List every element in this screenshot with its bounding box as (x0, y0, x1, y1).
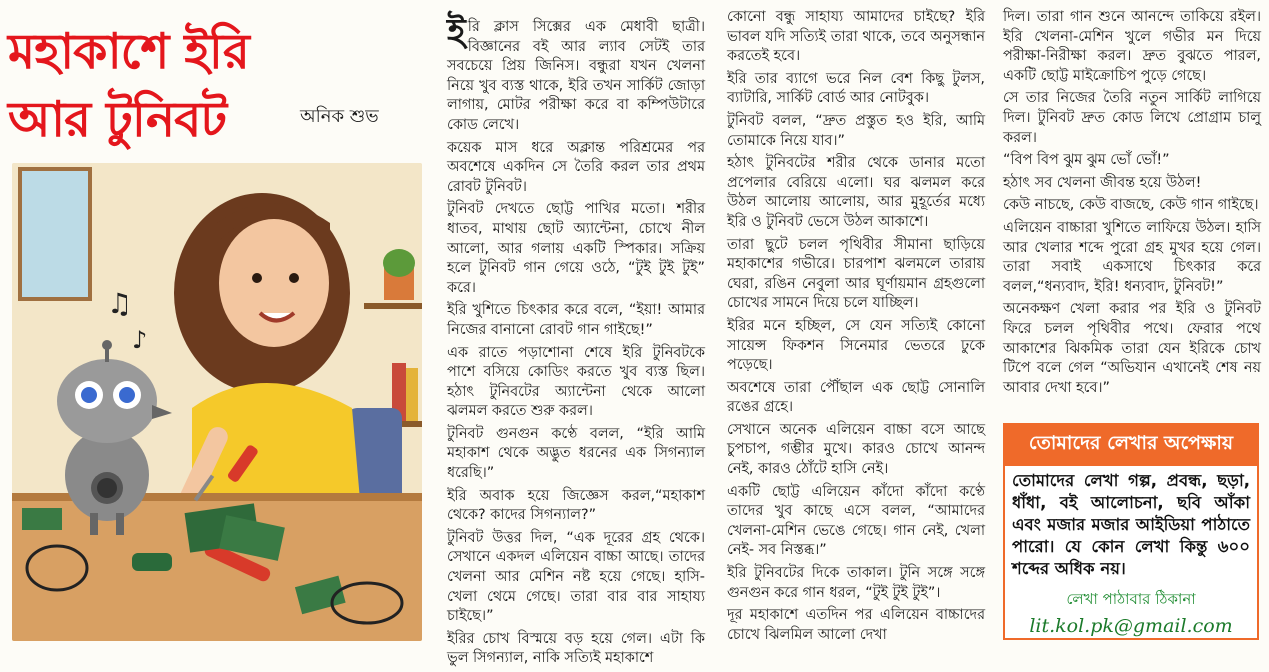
paragraph: ইরি তার ব্যাগে ভরে নিল বেশ কিছু টুলস, ব্যাটারি, সার্কিট বোর্ড আর নোটবুক। (727, 70, 985, 107)
submission-email[interactable]: lit.kol.pk@gmail.com (1029, 615, 1233, 637)
story-title: মহাকাশে ইরি আর টুনিবট (8, 23, 249, 148)
paragraph: ইরি খুশিতে চিৎকার করে বলে, “ইয়া! আমার নিজের বানানো রোবট গান গাইছে!” (447, 302, 705, 338)
paragraph: সে তার নিজের তৈরি নতুন সার্কিট লাগিয়ে দিল। টুনিবট দ্রুত কোড লিখে প্রোগ্রাম চালু করল। (1003, 90, 1261, 146)
paragraph: দূর মহাকাশে এতদিন পর এলিয়েন বাচ্চাদের চোখে ঝিলমিল আলো দেখা (727, 607, 985, 643)
submission-box (1003, 423, 1259, 640)
column-1 (447, 12, 705, 672)
paragraph: ইরি অবাক হয়ে জিজ্ঞেস করল,“মহাকাশ থেকে? কাদের সিগন্যাল?” (447, 487, 705, 524)
submission-address-label: লেখা পাঠাবার ঠিকানা (1066, 590, 1196, 608)
paragraph: এক রাতে পড়াশোনা শেষে ইরি টুনিবটকে পাশে বসিয়ে কোডিং করতে খুব ব্যস্ত ছিল। হঠাৎ টুনিবটের অ্যান্টেনা থেকে আলো ঝলমল করতে শুরু করল। (447, 344, 705, 420)
drop-cap: ই (447, 12, 466, 53)
paragraph: টুনিবট উত্তর দিল, “এক দূরের গ্রহ থেকে। সেখানে একদল এলিয়েন বাচ্চা আছে। তাদের খেলনা আর মেশিন নষ্ট হয়ে গেছে। হাসি-খেলা থেমে গেছে। তারা বার বার সাহায্য চাইছে।” (447, 529, 705, 625)
submission-body: তোমাদের লেখা গল্প, প্রবন্ধ, ছড়া, ধাঁধা, বই আলোচনা, ছবি আঁকা এবং মজার মজার আইডিয়া পাঠাতে পারো। যে কোন লেখা কিন্তু ৬০০ শব্দের অধিক নয়। (1012, 471, 1250, 578)
paragraph: হঠাৎ সব খেলনা জীবন্ত হয়ে উঠল! (1003, 174, 1202, 191)
paragraph: “বিপ বিপ ঝুম ঝুম ভোঁ ভোঁ!” (1003, 152, 1170, 169)
column-3 (1003, 8, 1261, 401)
paragraph: একটি ছোট্ট এলিয়েন কাঁদো কাঁদো কণ্ঠে তাদের খুব কাছে এসে বলল, “আমাদের খেলনা-মেশিন ভেঙে গেছে। গান নেই, খেলা নেই- সব নিস্তব্ধ।” (727, 483, 985, 559)
svg-text:♫: ♫ (107, 287, 133, 320)
paragraph: টুনিবট বলল, “দ্রুত প্রস্তুত হও ইরি, আমি তোমাকে নিয়ে যাব।” (727, 112, 985, 149)
paragraph: টুনিবট দেখতে ছোট্ট পাখির মতো। শরীর ধাতব, মাথায় ছোট অ্যান্টেনা, চোখে নীল আলো, আর গলায় একটি স্পিকার। সক্রিয় হলে টুনিবট গান গেয়ে ওঠে, “টুই টুই টুই” করে। (447, 201, 705, 296)
paragraph: ইরির মনে হচ্ছিল, সে যেন সত্যিই কোনো সায়েন্স ফিকশন সিনেমার ভেতরে ঢুকে পড়েছে। (727, 317, 985, 374)
svg-text:♪: ♪ (132, 326, 148, 354)
paragraph: অনেকক্ষণ খেলা করার পর ইরি ও টুনিবট ফিরে চলল পৃথিবীর পথে। ফেরার পথে আকাশের ঝিকমিক তারা যেন ইরিকে চোখ টিপে বলে গেল “অভিযান এখানেই শেষ নয় আবার দেখা হবে।” (1003, 301, 1261, 396)
paragraph: কেউ নাচছে, কেউ বাজছে, কেউ গান গাইছে। (1003, 197, 1259, 214)
paragraph: ইরির চোখ বিস্ময়ে বড় হয়ে গেল। এটা কি ভুল সিগন্যাল, নাকি সত্যিই মহাকাশে (447, 630, 705, 667)
column-2 (727, 8, 985, 648)
paragraph: তারা ছুটে চলল পৃথিবীর সীমানা ছাড়িয়ে মহাকাশের গভীরে। চারপাশ ঝলমলে তারায় ঘেরা, রঙিন নেবুলা আর ঘূর্ণায়মান গ্রহগুলো চোখের সামনে দিয়ে চলে যাচ্ছিল। (727, 236, 985, 312)
paragraph: হঠাৎ টুনিবটের শরীর থেকে ডানার মতো প্রপেলার বেরিয়ে এলো। ঘর ঝলমল করে উঠল আলোয় আলোয়, আর মুহূর্তের মধ্যে ইরি ও টুনিবট ভেসে উঠল আকাশে। (727, 155, 985, 230)
paragraph: টুনিবট গুনগুন কণ্ঠে বলল, “ইরি আমি মহাকাশ থেকে অদ্ভুত ধরনের এক সিগন্যাল ধরেছি।” (447, 425, 705, 482)
paragraph: কয়েক মাস ধরে অক্লান্ত পরিশ্রমের পর অবশেষে একদিন সে তৈরি করল তার প্রথম রোবট টুনিবট। (447, 139, 705, 195)
paragraph: ইরি ক্লাস সিক্সের এক মেধাবী ছাত্রী। বিজ্ঞানের বই আর ল্যাব সেটই তার সবচেয়ে প্রিয় জিনিস। বন্ধুরা যখন খেলনা নিয়ে খুব ব্যস্ত থাকে, ইরি তখন সার্কিট জোড়া লাগায়, মোটর পরীক্ষা করে বা কম্পিউটারে কোড লেখে। (447, 12, 705, 133)
paragraph: কোনো বন্ধু সাহায্য আমাদের চাইছে? ইরি ভাবল যদি সত্যিই তারা থাকে, তবে অনুসন্ধান করতেই হবে। (727, 9, 985, 65)
paragraph: ইরি টুনিবটের দিকে তাকাল। টুনি সঙ্গে সঙ্গে গুনগুন করে গান ধরল, “টুই টুই টুই”। (727, 565, 985, 601)
paragraph: অবশেষে তারা পৌঁছাল এক ছোট্ট সোনালি রঙের গ্রহে। (727, 379, 985, 416)
paragraph: দিল। তারা গান শুনে আনন্দে তাকিয়ে রইল। ইরি খেলনা-মেশিন খুলে গভীর মন দিয়ে পরীক্ষা-নিরীক্ষা করল। দ্রুত বুঝতে পারল, একটি ছোট্ট মাইক্রোচিপ পুড়ে গেছে। (1003, 9, 1261, 84)
paragraph: এলিয়েন বাচ্চারা খুশিতে লাফিয়ে উঠল। হাসি আর খেলার শব্দে পুরো গ্রহ মুখর হয়ে গেল। তারা সবাই একসাথে চিৎকার করে বলল,“ধন্যবাদ, ইরি! ধন্যবাদ, টুনিবট!” (1003, 219, 1261, 295)
submission-heading: তোমাদের লেখার অপেক্ষায় (1005, 425, 1257, 466)
paragraph: সেখানে অনেক এলিয়েন বাচ্চা বসে আছে চুপচাপ, গম্ভীর মুখে। কারও চোখে আনন্দ নেই, কারও ঠোঁটে হাসি নেই। (727, 421, 985, 478)
story-illustration (12, 163, 422, 641)
author-name: অনিক শুভ (300, 106, 379, 127)
